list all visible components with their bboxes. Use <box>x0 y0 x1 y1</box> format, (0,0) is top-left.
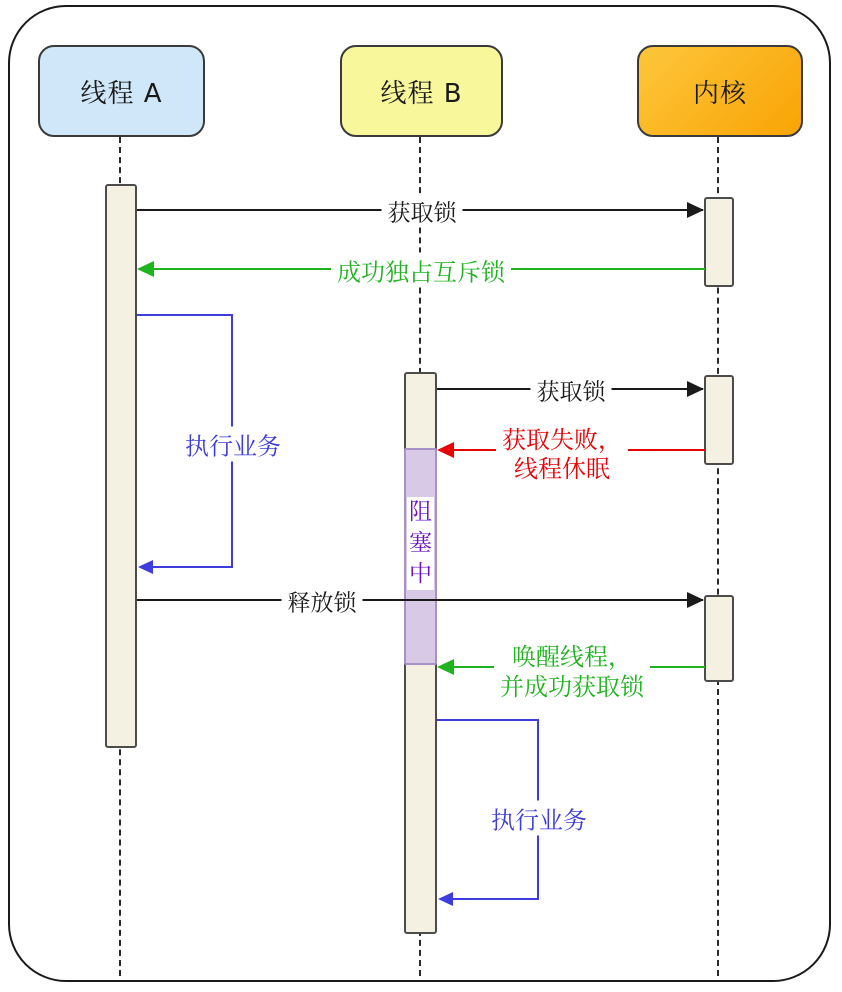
arrowhead-left-icon <box>438 892 453 906</box>
message-acquire-lock-a-label: 获取锁 <box>382 195 463 228</box>
blocked-state-label <box>407 497 434 590</box>
arrowhead-left-icon <box>437 659 454 675</box>
activity-a-bracket-bottom <box>146 566 233 568</box>
actor-thread-a <box>38 45 205 137</box>
message-acquire-failed-line1: 获取失败， <box>502 426 622 454</box>
actor-thread-b-label: 线程 B <box>380 78 463 109</box>
activity-a-bracket-top <box>137 314 233 316</box>
actor-kernel <box>637 45 803 137</box>
activation-bar-thread-a <box>105 184 137 748</box>
message-acquire-failed-line2: 线程休眠 <box>514 455 610 483</box>
message-acquire-lock-b-label: 获取锁 <box>531 374 612 407</box>
message-wakeup-line2: 并成功获取锁 <box>500 673 644 701</box>
activation-bar-kernel-3 <box>704 595 734 682</box>
arrowhead-left-icon <box>137 261 154 277</box>
actor-thread-b <box>340 45 503 137</box>
activation-bar-kernel-2 <box>704 375 734 465</box>
arrowhead-right-icon <box>687 202 704 218</box>
activity-b-bracket-bottom <box>446 898 539 900</box>
arrowhead-left-icon <box>138 560 153 574</box>
activity-a-label: 执行业务 <box>179 427 287 462</box>
activity-b-label: 执行业务 <box>485 801 593 836</box>
actor-kernel-label: 内核 <box>692 78 747 109</box>
blocked-char-1: 阻 <box>409 499 432 525</box>
arrowhead-right-icon <box>687 381 704 397</box>
blocked-char-2: 塞 <box>409 530 432 556</box>
message-wakeup-line1: 唤醒线程， <box>512 643 632 671</box>
message-release-lock-line <box>137 599 703 601</box>
message-acquire-failed-label <box>496 426 628 484</box>
actor-thread-a-label: 线程 A <box>80 78 163 109</box>
message-lock-granted-label: 成功独占互斥锁 <box>331 253 511 288</box>
message-wakeup-label <box>494 642 650 702</box>
arrowhead-left-icon <box>437 442 454 458</box>
message-release-lock-label: 释放锁 <box>282 585 363 618</box>
blocked-char-3: 中 <box>409 561 432 587</box>
arrowhead-right-icon <box>687 592 704 608</box>
activity-b-bracket-top <box>437 719 539 721</box>
activation-bar-kernel-1 <box>704 197 734 287</box>
